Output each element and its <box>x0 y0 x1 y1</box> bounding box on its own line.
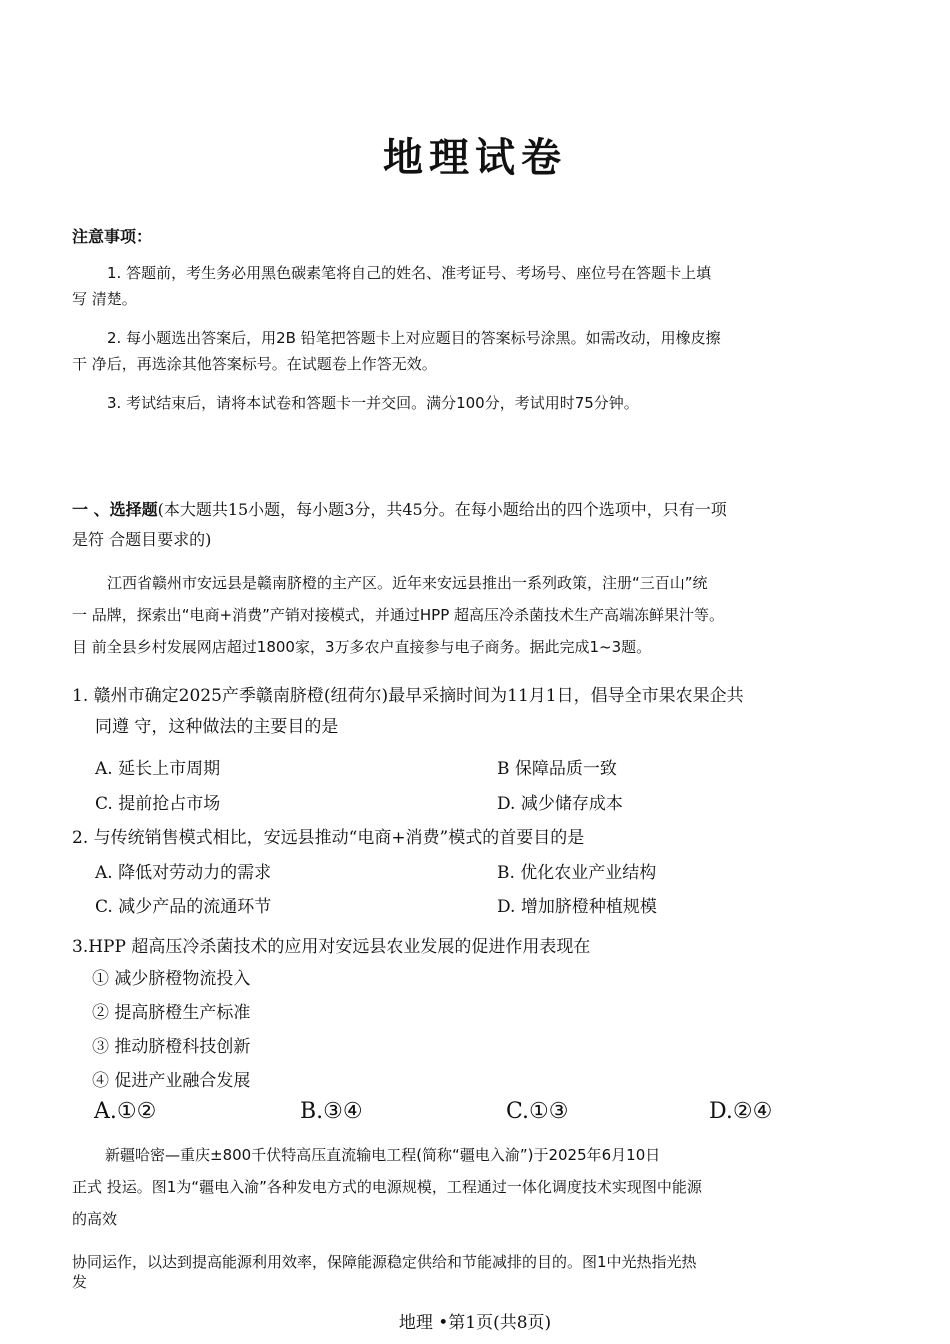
page-footer: 地理 •第1页(共8页) <box>398 1313 552 1333</box>
section-1-line-1 <box>72 497 727 520</box>
section-1-label: 一 、选择题 <box>72 500 158 519</box>
notice-item-3: 3. 考试结束后，请将本试卷和答题卡一并交回。满分100分，考试用时75分钟。 <box>107 394 639 412</box>
question-3-stem: 3.HPP 超高压冷杀菌技术的应用对安远县农业发展的促进作用表现在 <box>72 937 591 957</box>
section-1-desc: (本大题共15小题，每小题3分，共45分。在每小题给出的四个选项中，只有一项 <box>157 500 727 519</box>
passage-1-line-3: 目 前全县乡村发展网店超过1800家，3万多农户直接参与电子商务。据此完成1~3题。 <box>72 638 652 656</box>
notice-item-1: 1. 答题前，考生务必用黑色碳素笔将自己的姓名、准考证号、考场号、座位号在答题卡上填 <box>107 264 712 282</box>
passage-2-line-5: 发 <box>72 1273 88 1291</box>
section-1-desc-cont: 是符 合题目要求的) <box>72 530 212 549</box>
question-3-option-d: D.②④ <box>709 1099 773 1124</box>
question-1-stem: 1. 赣州市确定2025产季赣南脐橙(纽荷尔)最早采摘时间为11月1日，倡导全市果农果企共 <box>72 686 744 706</box>
passage-2-line-2: 正式 投运。图1为“疆电入渝”各种发电方式的电源规模，工程通过一体化调度技术实现图中能源 <box>72 1178 702 1196</box>
question-2-option-a: A. 降低对劳动力的需求 <box>95 863 272 883</box>
question-2-option-b: B. 优化农业产业结构 <box>497 863 657 883</box>
question-3-statement-1: ① 减少脐橙物流投入 <box>92 969 251 989</box>
page-title: 地理试卷 <box>383 135 567 181</box>
question-3-option-c: C.①③ <box>506 1099 569 1124</box>
passage-1-line-2: 一 品牌，探索出“电商+消费”产销对接模式，并通过HPP 超高压冷杀菌技术生产高端冻鲜果汁等。 <box>72 606 725 624</box>
question-1-stem-cont: 同遵 守，这种做法的主要目的是 <box>95 717 339 737</box>
question-2-stem: 2. 与传统销售模式相比，安远县推动“电商+消费”模式的首要目的是 <box>72 828 585 848</box>
question-3-statement-4: ④ 促进产业融合发展 <box>92 1071 251 1091</box>
question-1-option-d: D. 减少储存成本 <box>497 794 623 814</box>
question-3-statement-3: ③ 推动脐橙科技创新 <box>92 1037 251 1057</box>
question-1-option-b: B 保障品质一致 <box>497 759 617 779</box>
question-3-option-b: B.③④ <box>300 1099 363 1124</box>
question-2-option-d: D. 增加脐橙种植规模 <box>497 897 657 917</box>
notice-item-1-cont: 写 清楚。 <box>72 290 137 308</box>
question-2-option-c: C. 减少产品的流通环节 <box>95 897 272 917</box>
question-3-statement-2: ② 提高脐橙生产标准 <box>92 1003 251 1023</box>
question-3-option-a: A.①② <box>94 1099 157 1124</box>
question-1-option-a: A. 延长上市周期 <box>95 759 221 779</box>
notice-item-2: 2. 每小题选出答案后，用2B 铅笔把答题卡上对应题目的答案标号涂黑。如需改动，用橡皮擦 <box>107 329 721 347</box>
passage-2-line-3: 的高效 <box>72 1210 118 1228</box>
notice-heading: 注意事项： <box>72 227 153 246</box>
question-1-option-c: C. 提前抢占市场 <box>95 794 221 814</box>
notice-item-2-cont: 干 净后，再选涂其他答案标号。在试题卷上作答无效。 <box>72 355 437 373</box>
passage-2-line-1: 新疆哈密—重庆±800千伏特高压直流输电工程(简称“疆电入渝”)于2025年6月10日 <box>105 1146 661 1164</box>
passage-1-line-1: 江西省赣州市安远县是赣南脐橙的主产区。近年来安远县推出一系列政策，注册“三百山”统 <box>107 574 708 592</box>
passage-2-line-4: 协同运作，以达到提高能源利用效率，保障能源稳定供给和节能减排的目的。图1中光热指光热 <box>72 1253 697 1271</box>
